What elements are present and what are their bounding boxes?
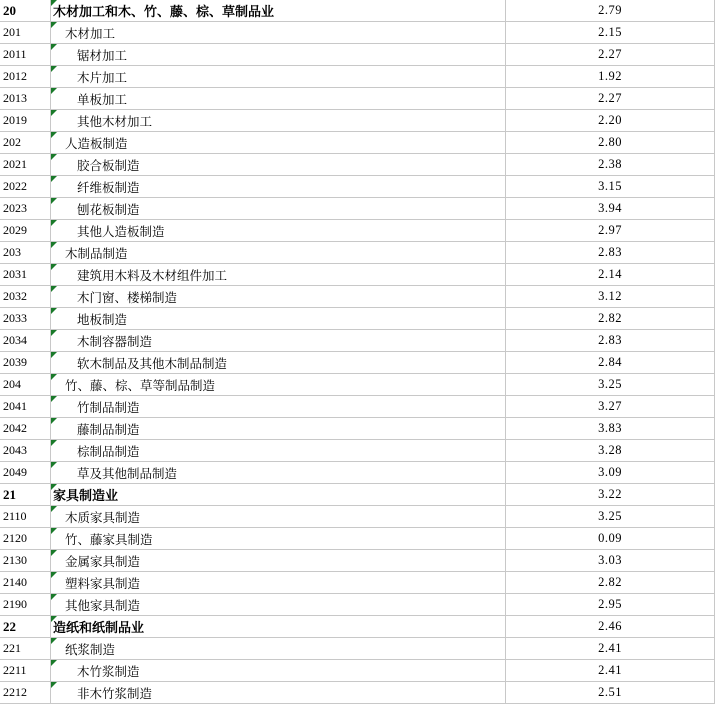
- table-row: [0, 22, 715, 44]
- industry-name-text: 其他家具制造: [65, 597, 141, 613]
- text-marker-icon: [51, 462, 57, 468]
- value-cell[interactable]: 2.20: [506, 110, 715, 132]
- text-marker-icon: [51, 308, 57, 314]
- value-cell[interactable]: 1.92: [506, 66, 715, 88]
- value-cell[interactable]: 2.27: [506, 44, 715, 66]
- industry-code-cell[interactable]: 203: [0, 242, 51, 264]
- industry-code-cell[interactable]: 2032: [0, 286, 51, 308]
- value-cell[interactable]: 3.83: [506, 418, 715, 440]
- table-row: [0, 440, 715, 462]
- industry-code-cell[interactable]: 2120: [0, 528, 51, 550]
- table-row: [0, 110, 715, 132]
- value-cell[interactable]: 3.25: [506, 374, 715, 396]
- industry-name-cell[interactable]: [51, 110, 506, 132]
- industry-name-cell[interactable]: [51, 484, 506, 506]
- industry-name-cell[interactable]: [51, 374, 506, 396]
- value-cell[interactable]: 3.15: [506, 176, 715, 198]
- industry-name-text: 纤维板制造: [77, 179, 140, 195]
- text-marker-icon: [51, 572, 57, 578]
- industry-name-cell[interactable]: [51, 572, 506, 594]
- table-row: [0, 682, 715, 704]
- table-row: [0, 550, 715, 572]
- text-marker-icon: [51, 132, 57, 138]
- table-row: [0, 594, 715, 616]
- industry-name-text: 软木制品及其他木制品制造: [77, 355, 228, 371]
- industry-name-cell[interactable]: [51, 220, 506, 242]
- industry-name-cell[interactable]: [51, 242, 506, 264]
- industry-name-text: 非木竹浆制造: [77, 685, 153, 701]
- text-marker-icon: [51, 528, 57, 534]
- industry-code-cell[interactable]: 2022: [0, 176, 51, 198]
- table-row: [0, 0, 715, 22]
- industry-name-text: 纸浆制造: [65, 641, 116, 657]
- text-marker-icon: [51, 198, 57, 204]
- table-row: [0, 176, 715, 198]
- text-marker-icon: [51, 506, 57, 512]
- industry-code-cell[interactable]: 2034: [0, 330, 51, 352]
- industry-name-cell[interactable]: [51, 594, 506, 616]
- industry-name-cell[interactable]: [51, 660, 506, 682]
- industry-name-cell[interactable]: [51, 418, 506, 440]
- industry-name-text: 锯材加工: [77, 47, 128, 63]
- text-marker-icon: [51, 352, 57, 358]
- value-cell[interactable]: 2.84: [506, 352, 715, 374]
- value-cell[interactable]: 3.25: [506, 506, 715, 528]
- industry-name-cell[interactable]: [51, 264, 506, 286]
- industry-code-cell[interactable]: 2212: [0, 682, 51, 704]
- industry-name-text: 木门窗、楼梯制造: [77, 289, 178, 305]
- industry-name-text: 金属家具制造: [65, 553, 141, 569]
- text-marker-icon: [51, 396, 57, 402]
- value-cell[interactable]: 0.09: [506, 528, 715, 550]
- industry-name-text: 木竹浆制造: [77, 663, 140, 679]
- text-marker-icon: [51, 418, 57, 424]
- table-row: [0, 506, 715, 528]
- industry-name-text: 造纸和纸制品业: [53, 621, 145, 636]
- value-cell[interactable]: 2.83: [506, 242, 715, 264]
- industry-code-cell[interactable]: 22: [0, 616, 51, 638]
- industry-name-cell[interactable]: [51, 22, 506, 44]
- industry-name-text: 其他木材加工: [77, 113, 153, 129]
- industry-name-text: 木材加工和木、竹、藤、棕、草制品业: [53, 5, 275, 20]
- industry-name-text: 木制容器制造: [77, 333, 153, 349]
- table-row: [0, 198, 715, 220]
- industry-name-cell[interactable]: [51, 506, 506, 528]
- industry-code-cell[interactable]: 2012: [0, 66, 51, 88]
- table-row: [0, 44, 715, 66]
- text-marker-icon: [51, 44, 57, 50]
- text-marker-icon: [51, 374, 57, 380]
- industry-name-cell[interactable]: [51, 682, 506, 704]
- text-marker-icon: [51, 594, 57, 600]
- industry-code-cell[interactable]: 2023: [0, 198, 51, 220]
- value-cell[interactable]: 2.46: [506, 616, 715, 638]
- industry-code-cell[interactable]: 2110: [0, 506, 51, 528]
- text-marker-icon: [51, 638, 57, 644]
- industry-code-cell[interactable]: 2021: [0, 154, 51, 176]
- table-row: [0, 462, 715, 484]
- value-cell[interactable]: 3.03: [506, 550, 715, 572]
- value-cell[interactable]: 3.12: [506, 286, 715, 308]
- industry-name-text: 塑料家具制造: [65, 575, 141, 591]
- industry-code-cell[interactable]: 2011: [0, 44, 51, 66]
- table-row: [0, 132, 715, 154]
- text-marker-icon: [51, 286, 57, 292]
- industry-code-cell[interactable]: 2130: [0, 550, 51, 572]
- text-marker-icon: [51, 154, 57, 160]
- industry-name-cell[interactable]: [51, 0, 506, 22]
- table-row: [0, 572, 715, 594]
- industry-name-text: 地板制造: [77, 311, 128, 327]
- table-row: [0, 242, 715, 264]
- text-marker-icon: [51, 88, 57, 94]
- industry-name-text: 人造板制造: [65, 135, 128, 151]
- value-cell[interactable]: 3.27: [506, 396, 715, 418]
- industry-code-cell[interactable]: 2031: [0, 264, 51, 286]
- industry-code-cell[interactable]: 204: [0, 374, 51, 396]
- industry-name-cell[interactable]: [51, 330, 506, 352]
- industry-code-cell[interactable]: 2049: [0, 462, 51, 484]
- industry-name-cell[interactable]: [51, 308, 506, 330]
- text-marker-icon: [51, 660, 57, 666]
- industry-name-text: 单板加工: [77, 91, 128, 107]
- industry-code-cell[interactable]: 2013: [0, 88, 51, 110]
- industry-code-cell[interactable]: 221: [0, 638, 51, 660]
- table-row: [0, 396, 715, 418]
- value-cell[interactable]: 2.79: [506, 0, 715, 22]
- value-cell[interactable]: 2.15: [506, 22, 715, 44]
- table-row: [0, 660, 715, 682]
- table-row: [0, 638, 715, 660]
- industry-name-cell[interactable]: [51, 440, 506, 462]
- industry-code-cell[interactable]: 2019: [0, 110, 51, 132]
- table-row: [0, 264, 715, 286]
- industry-name-cell[interactable]: [51, 132, 506, 154]
- value-cell[interactable]: 2.80: [506, 132, 715, 154]
- industry-name-text: 胶合板制造: [77, 157, 140, 173]
- industry-name-text: 棕制品制造: [77, 443, 140, 459]
- industry-name-cell[interactable]: [51, 396, 506, 418]
- industry-name-text: 木制品制造: [65, 245, 128, 261]
- industry-name-cell[interactable]: [51, 88, 506, 110]
- industry-code-cell[interactable]: 2041: [0, 396, 51, 418]
- industry-code-cell[interactable]: 2140: [0, 572, 51, 594]
- value-cell[interactable]: 2.38: [506, 154, 715, 176]
- industry-name-cell[interactable]: [51, 154, 506, 176]
- industry-name-cell[interactable]: [51, 176, 506, 198]
- text-marker-icon: [51, 550, 57, 556]
- text-marker-icon: [51, 616, 57, 622]
- industry-name-cell[interactable]: [51, 528, 506, 550]
- text-marker-icon: [51, 440, 57, 446]
- industry-code-cell[interactable]: 2033: [0, 308, 51, 330]
- table-row: [0, 88, 715, 110]
- industry-name-cell[interactable]: [51, 198, 506, 220]
- text-marker-icon: [51, 110, 57, 116]
- value-cell[interactable]: 2.51: [506, 682, 715, 704]
- value-cell[interactable]: 3.09: [506, 462, 715, 484]
- industry-code-cell[interactable]: 21: [0, 484, 51, 506]
- value-cell[interactable]: 3.28: [506, 440, 715, 462]
- industry-name-text: 建筑用木料及木材组件加工: [77, 267, 228, 283]
- industry-name-text: 草及其他制品制造: [77, 465, 178, 481]
- industry-code-cell[interactable]: 2211: [0, 660, 51, 682]
- industry-name-text: 木片加工: [77, 69, 128, 85]
- industry-name-text: 木材加工: [65, 25, 116, 41]
- table-row: [0, 528, 715, 550]
- value-cell[interactable]: 3.22: [506, 484, 715, 506]
- text-marker-icon: [51, 66, 57, 72]
- industry-name-cell[interactable]: [51, 638, 506, 660]
- industry-code-cell[interactable]: 2190: [0, 594, 51, 616]
- industry-code-cell[interactable]: 202: [0, 132, 51, 154]
- industry-name-cell[interactable]: [51, 352, 506, 374]
- industry-code-cell[interactable]: 20: [0, 0, 51, 22]
- table-row: [0, 286, 715, 308]
- table-row: [0, 418, 715, 440]
- industry-code-cell[interactable]: 2029: [0, 220, 51, 242]
- value-cell[interactable]: 3.94: [506, 198, 715, 220]
- industry-name-text: 家具制造业: [53, 489, 119, 504]
- industry-name-cell[interactable]: [51, 44, 506, 66]
- industry-code-cell[interactable]: 2039: [0, 352, 51, 374]
- value-cell[interactable]: 2.27: [506, 88, 715, 110]
- text-marker-icon: [51, 682, 57, 688]
- industry-name-cell[interactable]: [51, 550, 506, 572]
- table-row: [0, 66, 715, 88]
- text-marker-icon: [51, 176, 57, 182]
- value-cell[interactable]: 2.41: [506, 660, 715, 682]
- industry-code-cell[interactable]: 2043: [0, 440, 51, 462]
- industry-name-text: 刨花板制造: [77, 201, 140, 217]
- industry-name-cell[interactable]: [51, 616, 506, 638]
- text-marker-icon: [51, 0, 57, 6]
- table-row: [0, 352, 715, 374]
- text-marker-icon: [51, 484, 57, 490]
- text-marker-icon: [51, 22, 57, 28]
- table-row: [0, 154, 715, 176]
- industry-name-text: 竹、藤家具制造: [65, 531, 153, 547]
- table-row: [0, 308, 715, 330]
- industry-name-text: 其他人造板制造: [77, 223, 165, 239]
- industry-name-cell[interactable]: [51, 462, 506, 484]
- value-cell[interactable]: 2.82: [506, 308, 715, 330]
- text-marker-icon: [51, 264, 57, 270]
- industry-code-cell[interactable]: 2042: [0, 418, 51, 440]
- table-row: [0, 616, 715, 638]
- value-cell[interactable]: 2.83: [506, 330, 715, 352]
- industry-name-cell[interactable]: [51, 66, 506, 88]
- industry-name-cell[interactable]: [51, 286, 506, 308]
- industry-name-text: 藤制品制造: [77, 421, 140, 437]
- table-row: [0, 330, 715, 352]
- industry-name-text: 竹制品制造: [77, 399, 140, 415]
- table-row: [0, 374, 715, 396]
- value-cell[interactable]: 2.95: [506, 594, 715, 616]
- value-cell[interactable]: 2.82: [506, 572, 715, 594]
- industry-name-text: 竹、藤、棕、草等制品制造: [65, 377, 216, 393]
- table-row: [0, 484, 715, 506]
- industry-code-cell[interactable]: 201: [0, 22, 51, 44]
- text-marker-icon: [51, 220, 57, 226]
- table-row: [0, 220, 715, 242]
- value-cell[interactable]: 2.14: [506, 264, 715, 286]
- value-cell[interactable]: 2.97: [506, 220, 715, 242]
- text-marker-icon: [51, 330, 57, 336]
- industry-name-text: 木质家具制造: [65, 509, 141, 525]
- text-marker-icon: [51, 242, 57, 248]
- value-cell[interactable]: 2.41: [506, 638, 715, 660]
